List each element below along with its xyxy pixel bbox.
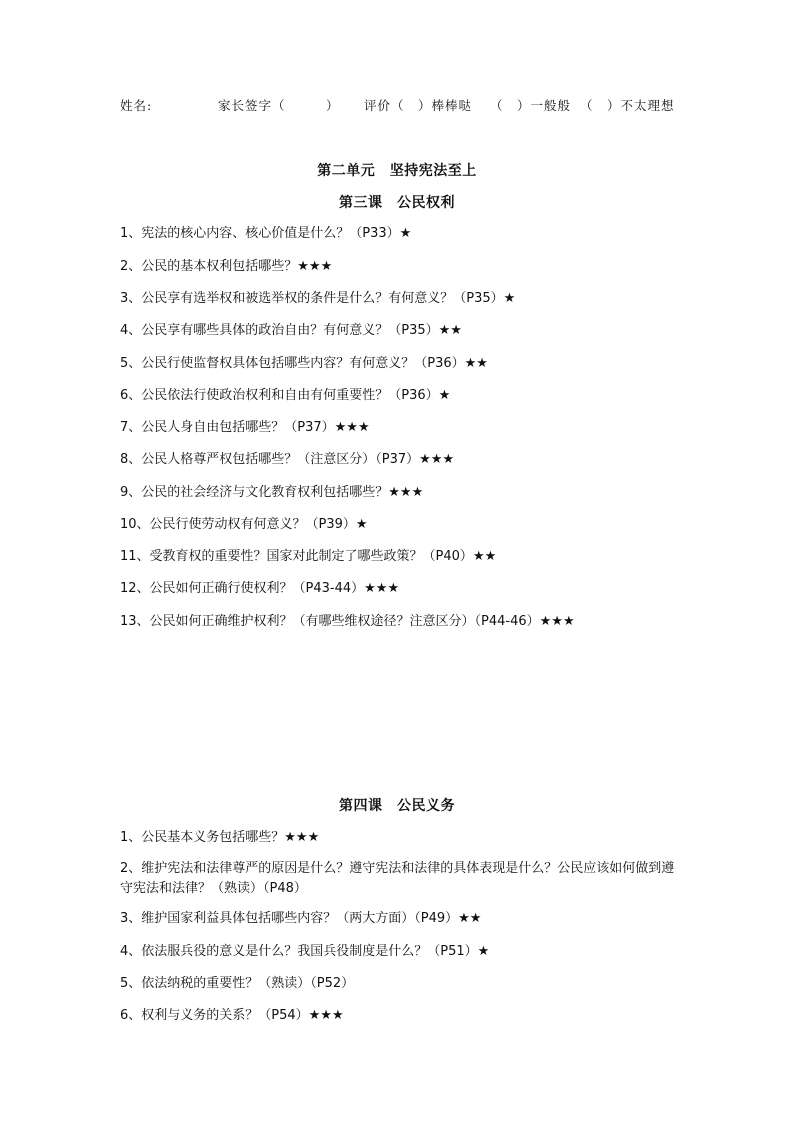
lesson3-question: 1、宪法的核心内容、核心价值是什么？（P33）★ bbox=[120, 226, 412, 241]
lesson3-question: 10、公民行使劳动权有何意义？（P39）★ bbox=[120, 517, 368, 532]
lesson3-question: 4、公民享有哪些具体的政治自由？有何意义？（P35）★★ bbox=[120, 323, 462, 338]
lesson3-question: 13、公民如何正确维护权利？（有哪些维权途径？注意区分）（P44-46）★★★ bbox=[120, 614, 575, 629]
rating-excellent: 评价（ ）棒棒哒 bbox=[364, 98, 473, 113]
lesson3-question: 11、受教育权的重要性？国家对此制定了哪些政策？（P40）★★ bbox=[120, 549, 497, 564]
parent-signature-field: 家长签字（ ） bbox=[218, 98, 340, 113]
lesson3-title: 第三课 公民权利 bbox=[339, 195, 455, 211]
lesson3-question: 5、公民行使监督权具体包括哪些内容？有何意义？（P36）★★ bbox=[120, 356, 488, 371]
name-label: 姓名: bbox=[120, 98, 153, 113]
lesson3-question: 12、公民如何正确行使权利？（P43-44）★★★ bbox=[120, 581, 400, 596]
lesson3-question: 7、公民人身自由包括哪些？（P37）★★★ bbox=[120, 420, 370, 435]
lesson4-title: 第四课 公民义务 bbox=[339, 798, 455, 814]
lesson4-question: 4、依法服兵役的意义是什么？我国兵役制度是什么？（P51）★ bbox=[120, 944, 490, 959]
lesson4-question: 3、维护国家利益具体包括哪些内容？（两大方面）（P49）★★ bbox=[120, 911, 482, 926]
lesson4-question: 6、权利与义务的关系？（P54）★★★ bbox=[120, 1008, 344, 1023]
lesson3-question: 3、公民享有选举权和被选举权的条件是什么？有何意义？（P35）★ bbox=[120, 291, 516, 306]
lesson4-question: 2、维护宪法和法律尊严的原因是什么？遵守宪法和法律的具体表现是什么？公民应该如何做到遵守宪法和法律？（熟读）（P48） bbox=[120, 861, 675, 896]
rating-poor: （ ）不太理想 bbox=[580, 98, 675, 113]
lesson3-question: 8、公民人格尊严权包括哪些？（注意区分）（P37）★★★ bbox=[120, 452, 455, 467]
unit-title: 第二单元 坚持宪法至上 bbox=[317, 163, 477, 179]
lesson3-question: 6、公民依法行使政治权利和自由有何重要性？（P36）★ bbox=[120, 388, 451, 403]
rating-average: （ ）一般般 bbox=[490, 98, 572, 113]
lesson4-question: 5、依法纳税的重要性？（熟读）（P52） bbox=[120, 976, 355, 991]
lesson4-question: 1、公民基本义务包括哪些？★★★ bbox=[120, 830, 320, 845]
lesson3-question: 9、公民的社会经济与文化教育权利包括哪些？★★★ bbox=[120, 485, 424, 500]
lesson3-question: 2、公民的基本权利包括哪些？★★★ bbox=[120, 259, 333, 274]
